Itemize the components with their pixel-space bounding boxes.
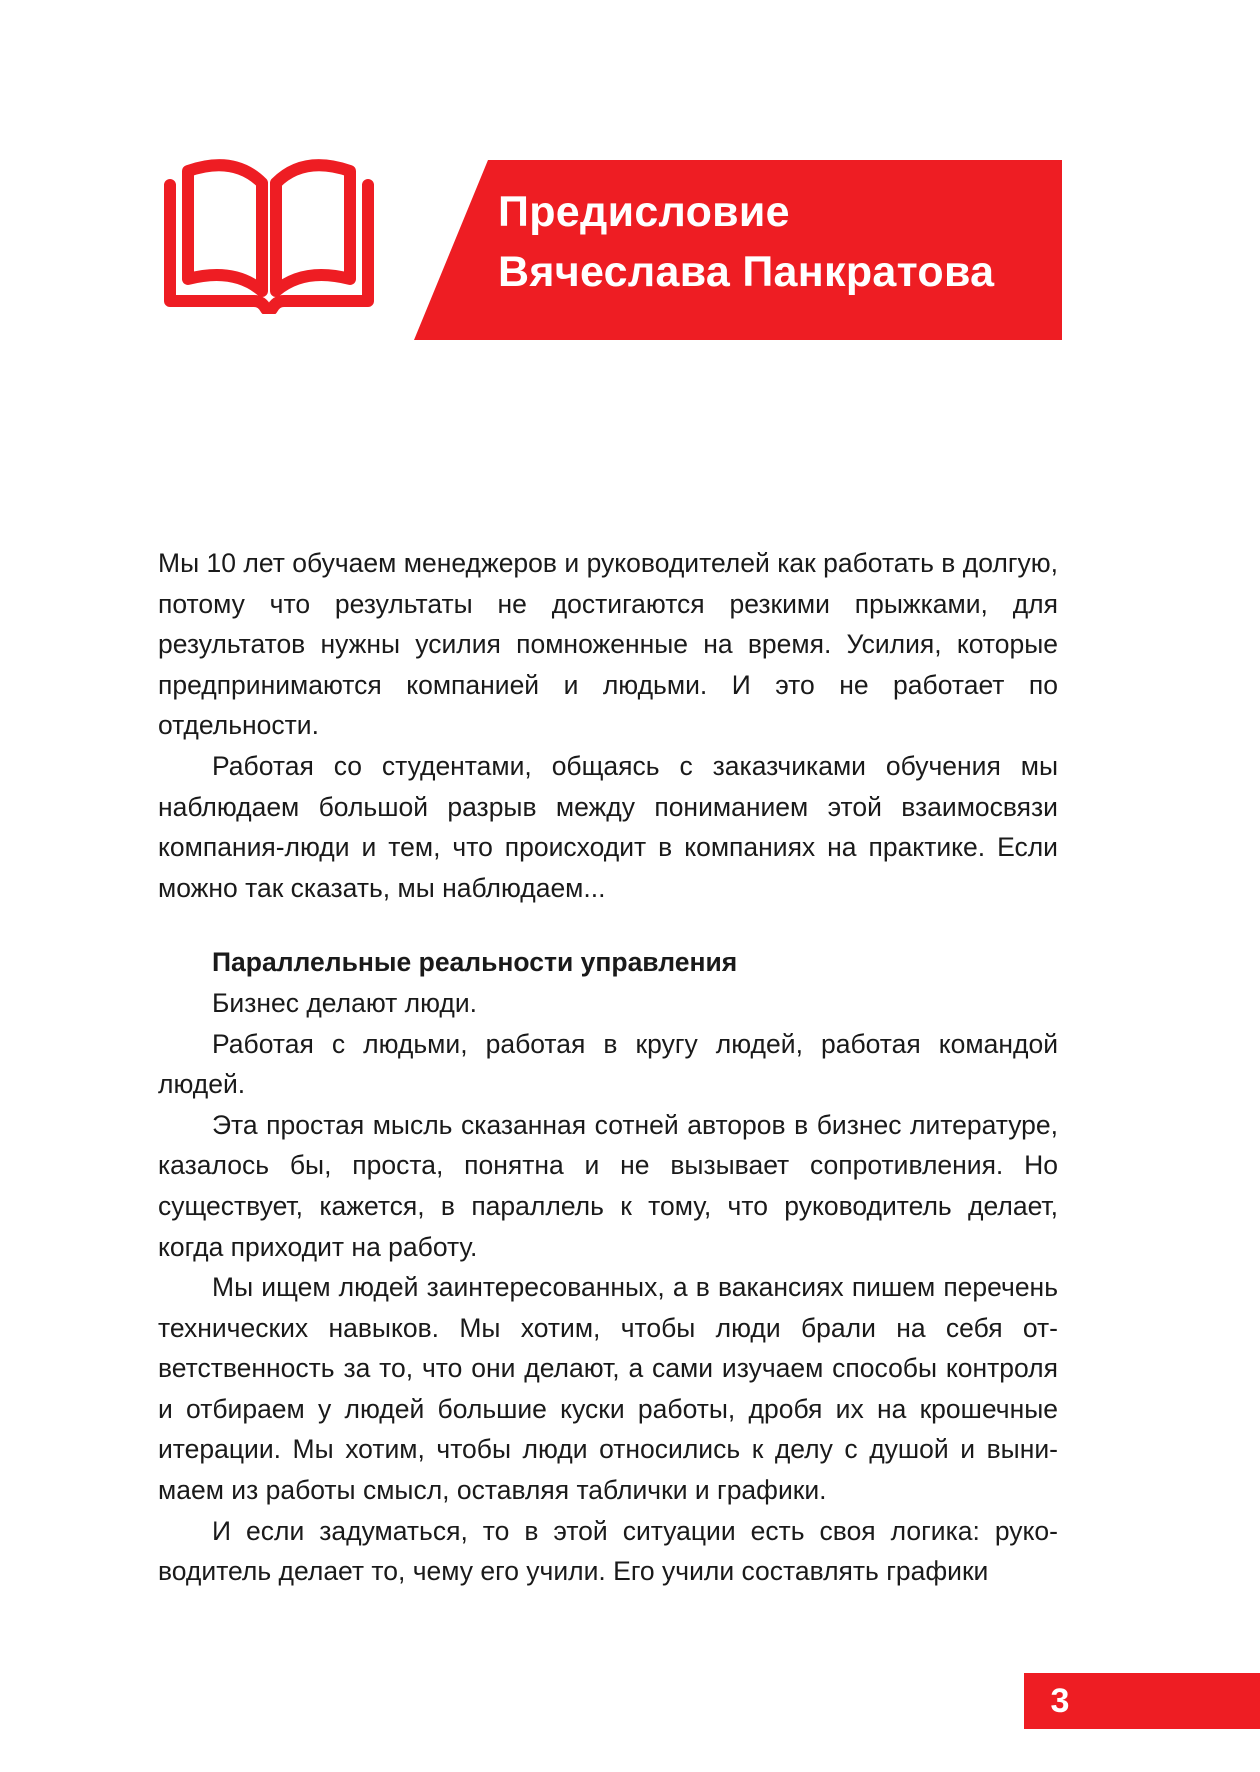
- open-book-icon: [154, 151, 384, 314]
- section-heading: Параллельные реальности управления: [212, 947, 738, 978]
- paragraph-2: Работая со студентами, общаясь с заказчиками обучения мы наблюдаем большой разрыв между пониманием этой взаимосвязи компания-люди и тем, что происходит в компаниях на практике. Если можно так сказать, мы наблюдаем...: [158, 750, 1058, 903]
- body-text: [158, 543, 1058, 1592]
- paragraph-5: Эта простая мысль сказанная сотней авторов в бизнес литературе, казалось бы, проста, понятна и не вызывает сопротивления. Но существует, кажется, в параллель к тому, что руководитель делает, когда приходит на работу.: [158, 1109, 1058, 1262]
- page-title-line-1: Предисловие: [498, 188, 790, 236]
- page-title: [498, 182, 1058, 302]
- section-gap: [158, 908, 1058, 942]
- paragraph-6: Мы ищем людей заинтересованных, а в вакансиях пишем перечень технических навыков. Мы хотим, чтобы люди брали на себя ответственность за то, что они делают, а сами изучаем способы контроля и отбираем у людей большие куски работы, дробя их на крошечные итерации. Мы хотим, чтобы люди относились к делу с душой и вынимаем из работы смысл, оставляя таблички и графики.: [158, 1272, 1058, 1506]
- page-number: 3: [1050, 1682, 1070, 1720]
- page-title-line-2: Вячеслава Панкратова: [498, 248, 995, 296]
- paragraph-4: Работая с людьми, работая в кругу людей, работая командой людей.: [158, 1028, 1058, 1100]
- paragraph-7: И если задуматься, то в этой ситуации есть своя логика: руководитель делает то, чему его учили. Его учили составлять графики: [158, 1515, 1058, 1587]
- paragraph-1: Мы 10 лет обучаем менеджеров и руководителей как работать в долгую, потому что результаты не достигаются резкими прыжками, для результатов нужны усилия помноженные на время. Усилия, которые предпринимаются компанией и людьми. И это не работает по отдельности.: [158, 548, 1058, 741]
- paragraph-3: Бизнес делают люди.: [212, 987, 478, 1018]
